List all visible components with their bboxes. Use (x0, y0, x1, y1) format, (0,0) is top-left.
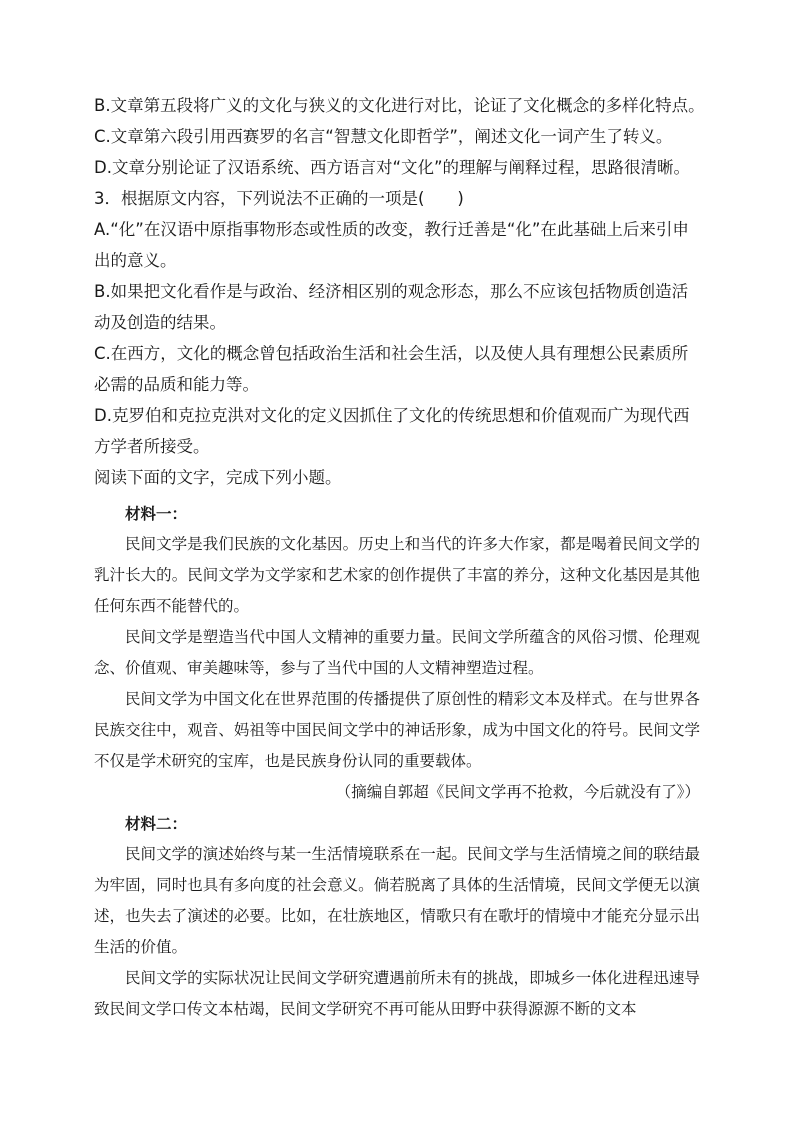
reading-instruction: 阅读下面的文字，完成下列小题。 (94, 468, 342, 487)
question-section (94, 90, 705, 493)
material-two-paragraph: 民间文学的演述始终与某一生活情境联系在一起。民间文学与生活情境之间的联结最为牢固，同时也具有多向度的社会意义。倘若脱离了具体的生活情境，民间文学便无以演述，也失去了演述的必要。比如，在壮族地区，情歌只有在歌圩的情境中才能充分显示出生活的价值。 (94, 845, 700, 956)
option-c-line: C.文章第六段引用西赛罗的名言“智慧文化即哲学”，阐述文化一词产生了转义。 (94, 127, 673, 146)
material-one (94, 498, 700, 808)
material-two-heading: 材料二： (125, 814, 188, 833)
option-b-line: B.文章第五段将广义的文化与狭义的文化进行对比，论证了文化概念的多样化特点。 (94, 96, 705, 115)
material-one-paragraph: 民间文学是塑造当代中国人文精神的重要力量。民间文学所蕴含的风俗习惯、伦理观念、价值观、审美趣味等，参与了当代中国的人文精神塑造过程。 (94, 628, 700, 677)
material-one-paragraph: 民间文学是我们民族的文化基因。历史上和当代的许多大作家，都是喝着民间文学的乳汁长大的。民间文学为文学家和艺术家的创作提供了丰富的养分，这种文化基因是其他任何东西不能替代的。 (94, 535, 700, 615)
material-one-heading: 材料一： (125, 504, 188, 523)
material-one-paragraph: 民间文学为中国文化在世界范围的传播提供了原创性的精彩文本及样式。在与世界各民族交往中，观音、妈祖等中国民间文学中的神话形象，成为中国文化的符号。民间文学不仅是学术研究的宝库，也是民族身份认同的重要载体。 (94, 690, 700, 770)
question-3-option-d: D.克罗伯和克拉克洪对文化的定义因抓住了文化的传统思想和价值观而广为现代西方学者所接受。 (94, 406, 690, 456)
question-3-option-b: B.如果把文化看作是与政治、经济相区别的观念形态，那么不应该包括物质创造活动及创造的结果。 (94, 282, 689, 332)
material-one-source: （摘编自郭超《民间文学再不抢救，今后就没有了》） (335, 783, 700, 801)
material-two-paragraph: 民间文学的实际状况让民间文学研究遭遇前所未有的挑战，即城乡一体化进程迅速导致民间文学口传文本枯竭，民间文学研究不再可能从田野中获得源源不断的文本 (94, 969, 700, 1018)
option-d-line: D.文章分别论证了汉语系统、西方语言对“文化”的理解与阐释过程，思路很清晰。 (94, 158, 691, 177)
material-two (94, 808, 700, 1025)
question-3-stem: 3．根据原文内容，下列说法不正确的一项是( ) (94, 189, 464, 208)
question-3-option-c: C.在西方，文化的概念曾包括政治生活和社会生活，以及使人具有理想公民素质所必需的品质和能力等。 (94, 344, 689, 394)
question-3-option-a: A.“化”在汉语中原指事物形态或性质的改变，教行迁善是“化”在此基础上后来引申出的意义。 (94, 220, 689, 270)
